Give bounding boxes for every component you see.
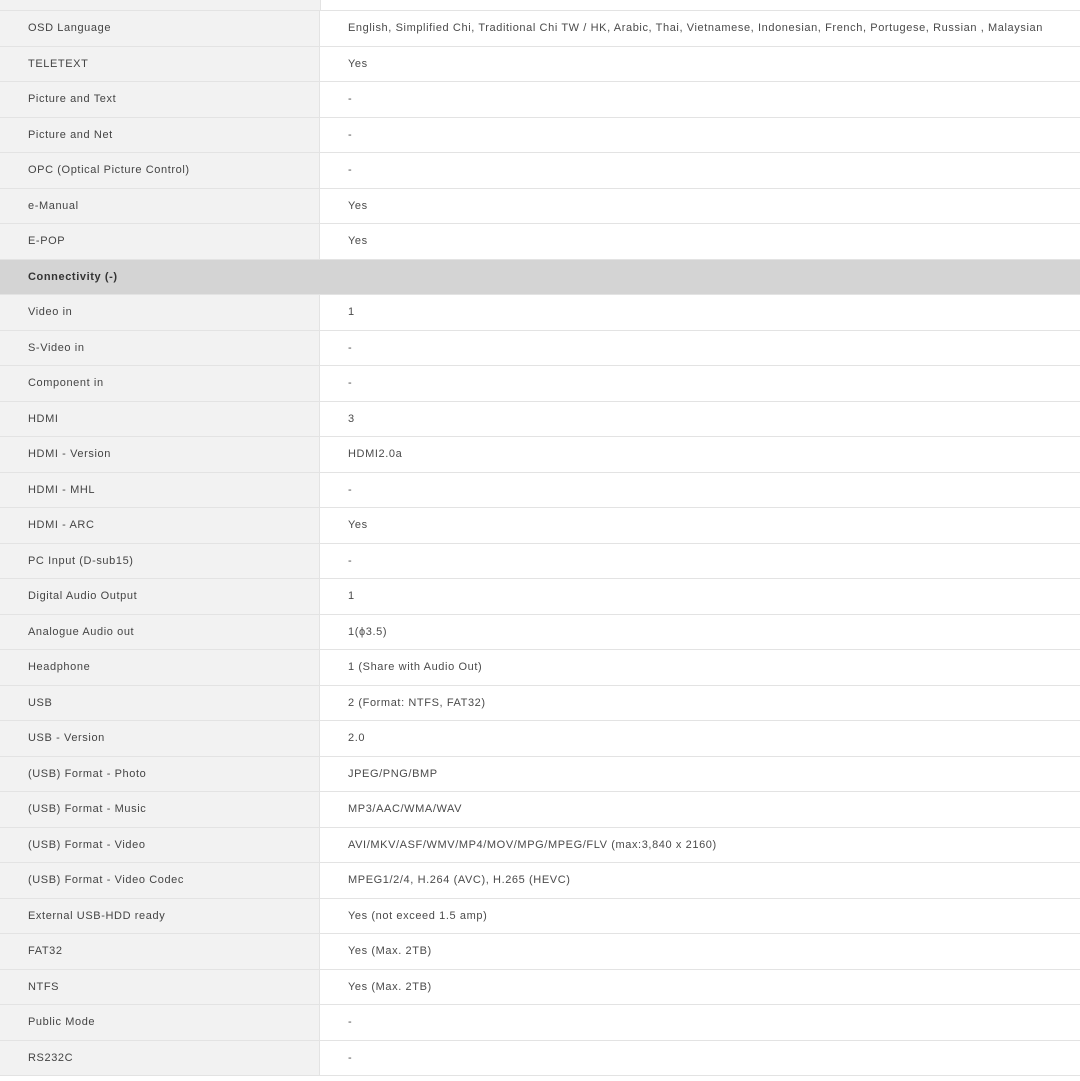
spec-value: -: [320, 118, 1080, 153]
spec-value: English, Simplified Chi, Traditional Chi TW / HK, Arabic, Thai, Vietnamese, Indonesian, French, Portugese, Russian , Malaysian: [320, 11, 1080, 46]
table-row: [0, 863, 1080, 899]
table-row: [0, 579, 1080, 615]
section-header-connectivity[interactable]: [0, 260, 1080, 296]
spec-value: HDMI2.0a: [320, 437, 1080, 472]
spec-value: Yes (not exceed 1.5 amp): [320, 899, 1080, 934]
spec-label: Public Mode: [0, 1005, 320, 1040]
table-row: [0, 1005, 1080, 1041]
spec-value: -: [320, 366, 1080, 401]
spec-value: 3: [320, 402, 1080, 437]
table-row: [0, 544, 1080, 580]
spec-label: HDMI - Version: [0, 437, 320, 472]
spec-label: FAT32: [0, 934, 320, 969]
table-row: [0, 934, 1080, 970]
spec-label: HDMI - MHL: [0, 473, 320, 508]
spec-value: -: [320, 153, 1080, 188]
spec-value: -: [320, 1005, 1080, 1040]
spec-label: HDMI: [0, 402, 320, 437]
table-row: [0, 757, 1080, 793]
table-row: [0, 118, 1080, 154]
table-row: [0, 11, 1080, 47]
table-row: [0, 437, 1080, 473]
spec-value: -: [320, 473, 1080, 508]
spec-label: e-Manual: [0, 189, 320, 224]
spec-value: 1: [320, 295, 1080, 330]
spec-label: Digital Audio Output: [0, 579, 320, 614]
table-row: [0, 224, 1080, 260]
spec-value: AVI/MKV/ASF/WMV/MP4/MOV/MPG/MPEG/FLV (max:3,840 x 2160): [320, 828, 1080, 863]
table-row: [0, 366, 1080, 402]
table-row: [0, 650, 1080, 686]
spec-value: 2 (Format: NTFS, FAT32): [320, 686, 1080, 721]
spec-value: -: [320, 82, 1080, 117]
spec-label: RS232C: [0, 1041, 320, 1076]
table-row: [0, 295, 1080, 331]
table-row: [0, 970, 1080, 1006]
table-row: [0, 82, 1080, 118]
spec-label: External USB-HDD ready: [0, 899, 320, 934]
spec-value: JPEG/PNG/BMP: [320, 757, 1080, 792]
spec-label: Video in: [0, 295, 320, 330]
table-row: [0, 686, 1080, 722]
table-row: [0, 189, 1080, 225]
table-row: [0, 828, 1080, 864]
table-row: [0, 615, 1080, 651]
spec-label: Headphone: [0, 650, 320, 685]
table-row: [0, 792, 1080, 828]
table-row: [0, 1041, 1080, 1077]
spec-value: MPEG1/2/4, H.264 (AVC), H.265 (HEVC): [320, 863, 1080, 898]
table-row: [0, 899, 1080, 935]
spec-label: OPC (Optical Picture Control): [0, 153, 320, 188]
spec-value: -: [320, 331, 1080, 366]
section-title: Connectivity (-): [0, 260, 320, 295]
table-row: [0, 721, 1080, 757]
spec-value: 2.0: [320, 721, 1080, 756]
spec-value: Yes: [320, 224, 1080, 259]
spec-label: OSD Language: [0, 11, 320, 46]
spec-label: USB: [0, 686, 320, 721]
spec-value: Yes: [320, 508, 1080, 543]
spec-label: (USB) Format - Music: [0, 792, 320, 827]
table-row: [0, 47, 1080, 83]
spec-label: (USB) Format - Video Codec: [0, 863, 320, 898]
spec-label: Picture and Net: [0, 118, 320, 153]
spec-value: 1 (Share with Audio Out): [320, 650, 1080, 685]
spec-value: -: [320, 1041, 1080, 1076]
spec-label: HDMI - ARC: [0, 508, 320, 543]
spec-label: (USB) Format - Video: [0, 828, 320, 863]
spec-value: -: [320, 544, 1080, 579]
spec-label: Analogue Audio out: [0, 615, 320, 650]
spec-label: Picture and Text: [0, 82, 320, 117]
table-top-edge: [0, 0, 1080, 11]
table-row: [0, 331, 1080, 367]
spec-label: Component in: [0, 366, 320, 401]
table-row: [0, 402, 1080, 438]
table-row: [0, 508, 1080, 544]
spec-label: PC Input (D-sub15): [0, 544, 320, 579]
spec-value: Yes (Max. 2TB): [320, 934, 1080, 969]
spec-value: Yes (Max. 2TB): [320, 970, 1080, 1005]
spec-value: Yes: [320, 189, 1080, 224]
spec-label: USB - Version: [0, 721, 320, 756]
spec-label: E-POP: [0, 224, 320, 259]
spec-label: S-Video in: [0, 331, 320, 366]
spec-label: NTFS: [0, 970, 320, 1005]
spec-value: 1: [320, 579, 1080, 614]
spec-label: (USB) Format - Photo: [0, 757, 320, 792]
table-row: [0, 153, 1080, 189]
spec-value: 1(ϕ3.5): [320, 615, 1080, 650]
spec-value: MP3/AAC/WMA/WAV: [320, 792, 1080, 827]
table-row: [0, 473, 1080, 509]
spec-value: Yes: [320, 47, 1080, 82]
spec-label: TELETEXT: [0, 47, 320, 82]
